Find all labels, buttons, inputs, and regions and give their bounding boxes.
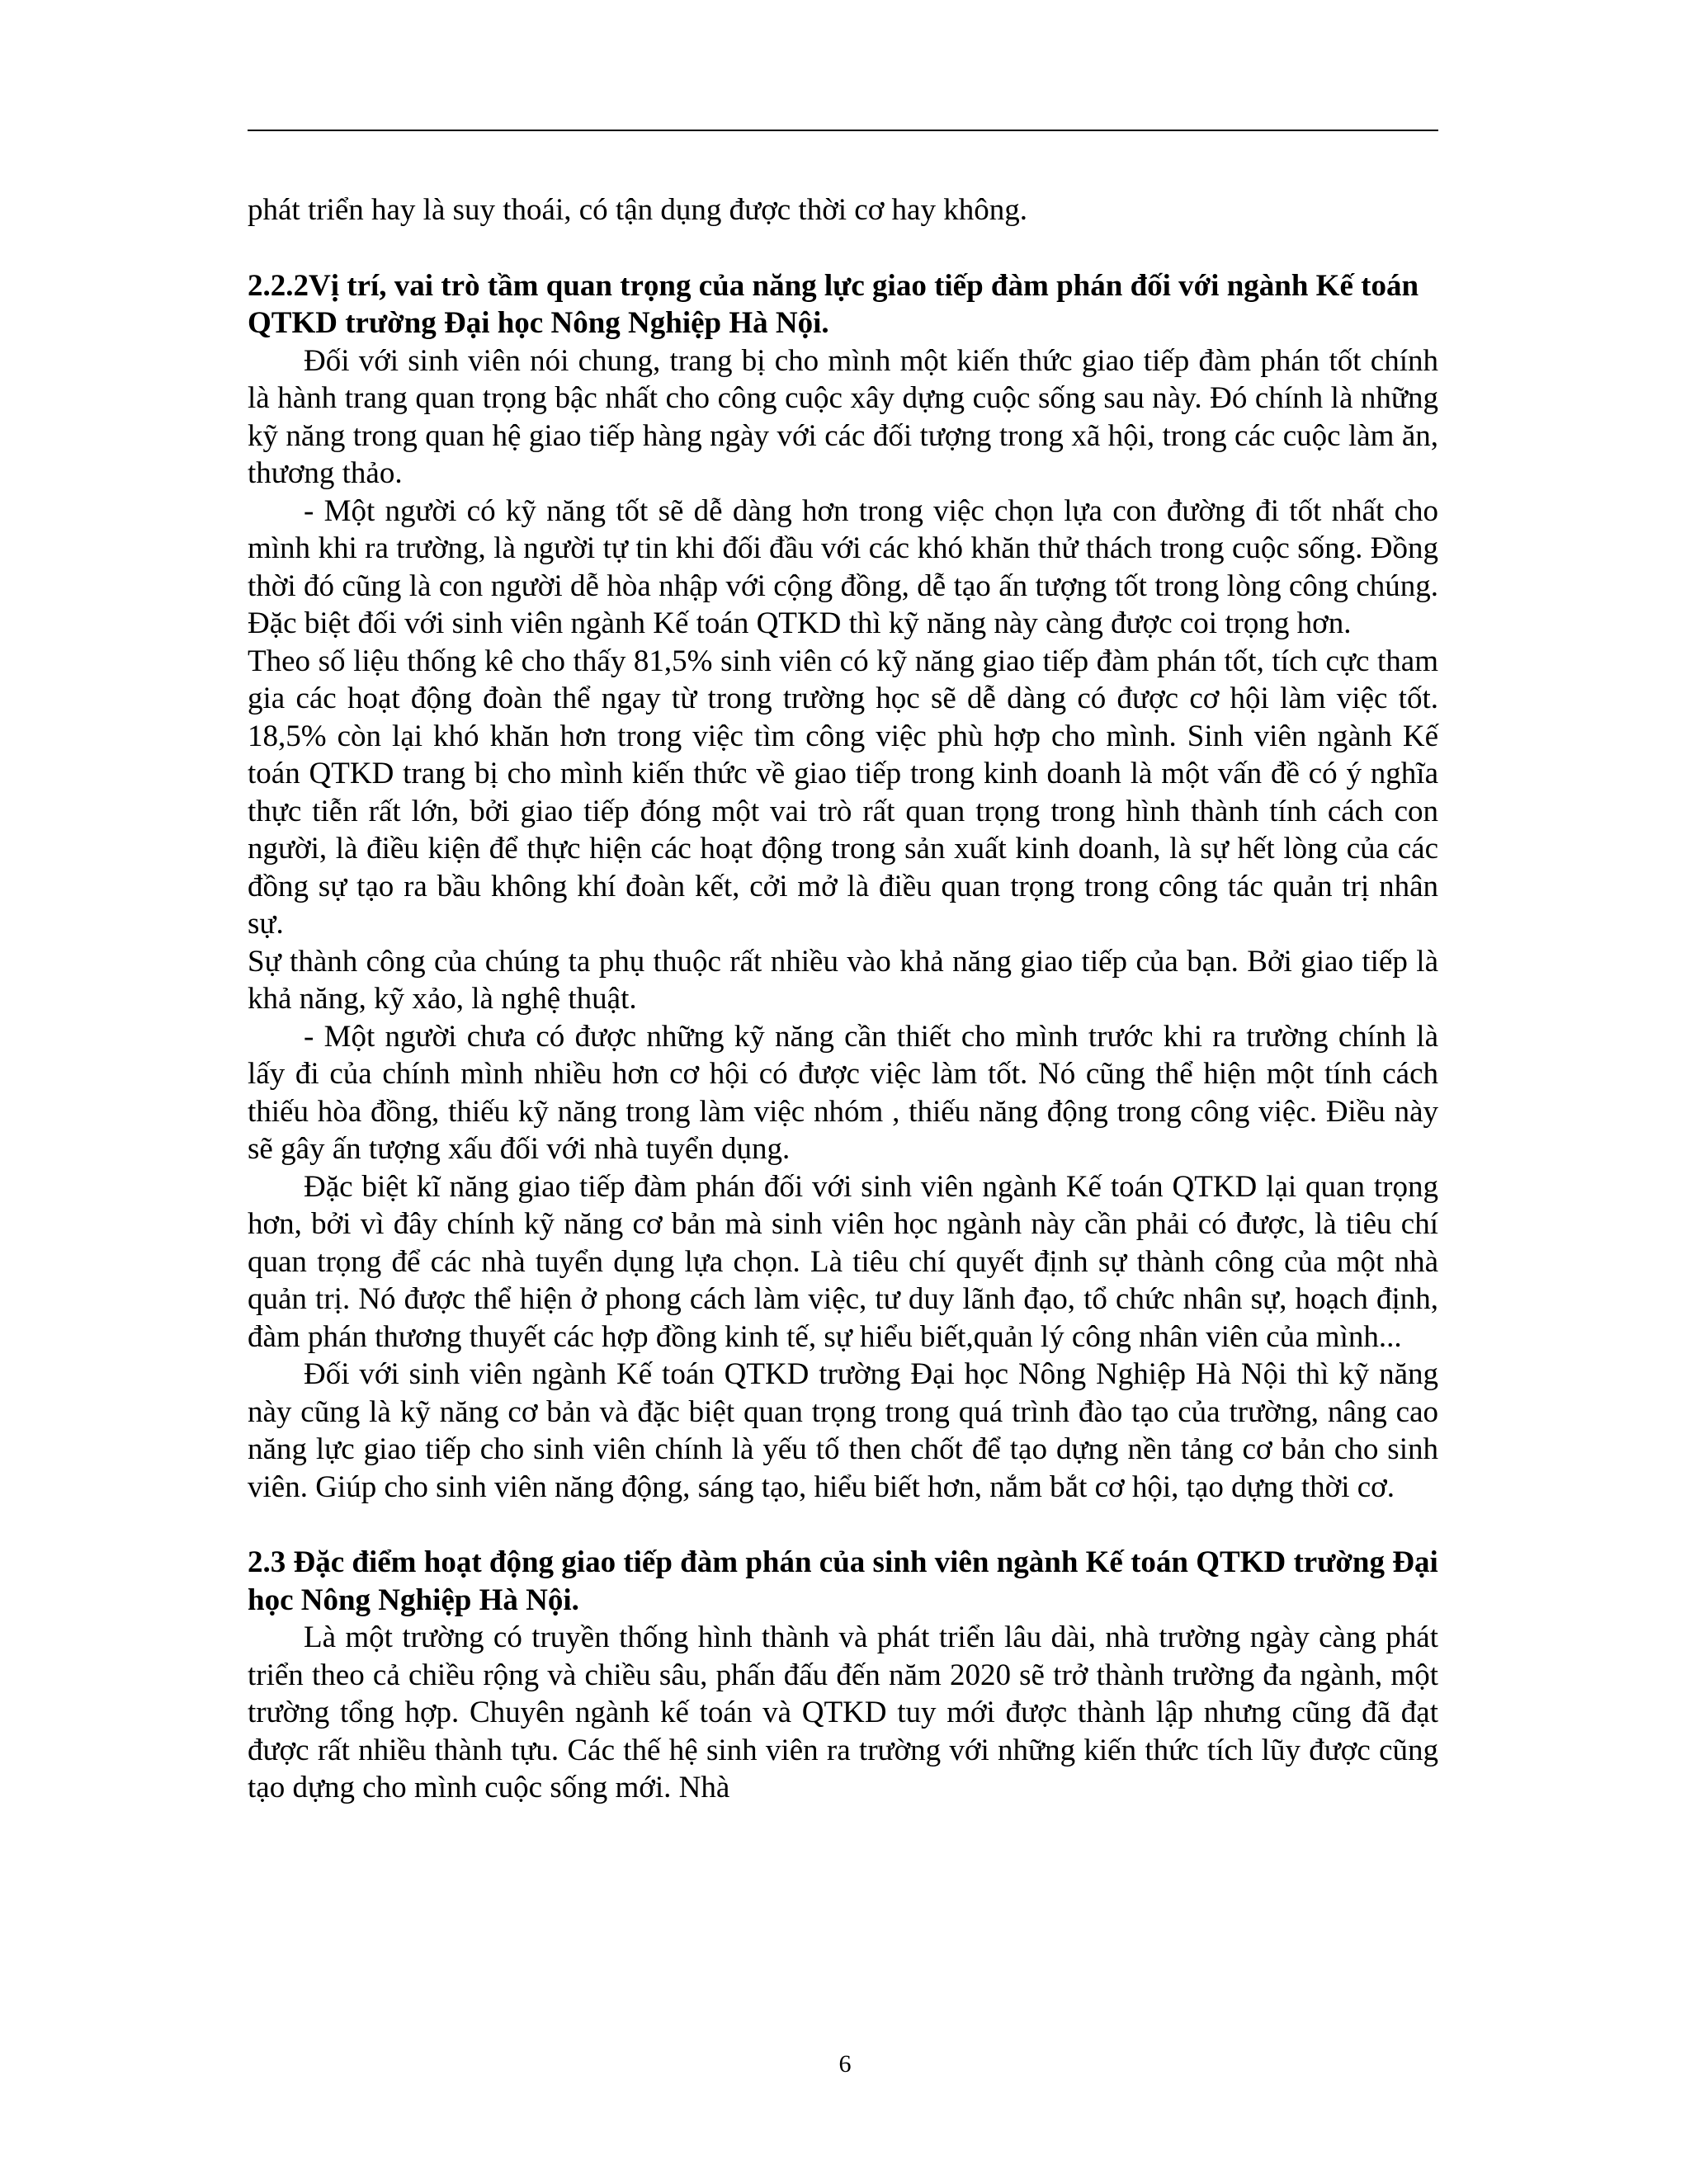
paragraph: - Một người chưa có được những kỹ năng cần thiết cho mình trước khi ra trường chính là lấy đi của chính mình nhiều hơn cơ hội có được việc làm tốt. Nó cũng thể hiện một tính cách thiếu hòa đồng, thiếu kỹ năng trong làm việc nhóm , thiếu năng động trong công việc. Điều này sẽ gây ấn tượng xấu đối với nhà tuyển dụng. <box>248 1019 1438 1166</box>
header-rule <box>248 130 1438 131</box>
paragraph: Sự thành công của chúng ta phụ thuộc rất nhiều vào khả năng giao tiếp của bạn. Bởi giao tiếp là khả năng, kỹ xảo, là nghệ thuật. <box>248 944 1438 1016</box>
paragraph: Theo số liệu thống kê cho thấy 81,5% sinh viên có kỹ năng giao tiếp đàm phán tốt, tích cực tham gia các hoạt động đoàn thể ngay từ trong trường học sẽ dễ dàng có được cơ hội làm việc tốt. 18,5% còn lại khó khăn hơn trong việc tìm công việc phù hợp cho mình. Sinh viên ngành Kế toán QTKD trang bị cho mình kiến thức về giao tiếp trong kinh doanh là một vấn đề có ý nghĩa thực tiễn rất lớn, bởi giao tiếp đóng một vai trò rất quan trọng trong hình thành tính cách con người, là điều kiện để thực hiện các hoạt động trong sản xuất kinh doanh, là sự hết lòng của các đồng sự tạo ra bầu không khí đoàn kết, cởi mở là điều quan trọng trong công tác quản trị nhân sự. <box>248 644 1438 941</box>
section-heading-2-3: 2.3 Đặc điểm hoạt động giao tiếp đàm phán của sinh viên ngành Kế toán QTKD trường Đại học Nông Nghiệp Hà Nội. <box>248 1545 1438 1617</box>
paragraph: Là một trường có truyền thống hình thành và phát triển lâu dài, nhà trường ngày càng phát triển theo cả chiều rộng và chiều sâu, phấn đấu đến năm 2020 sẽ trở thành trường đa ngành, một trường tổng hợp. Chuyên ngành kế toán và QTKD tuy mới được thành lập nhưng cũng đã đạt được rất nhiều thành tựu. Các thế hệ sinh viên ra trường với những kiến thức tích lũy được cũng tạo dựng cho mình cuộc sống mới. Nhà <box>248 1620 1438 1804</box>
paragraph: Đặc biệt kĩ năng giao tiếp đàm phán đối với sinh viên ngành Kế toán QTKD lại quan trọng hơn, bởi vì đây chính kỹ năng cơ bản mà sinh viên học ngành này cần phải có được, là tiêu chí quan trọng để các nhà tuyển dụng lựa chọn. Là tiêu chí quyết định sự thành công của một nhà quản trị. Nó được thể hiện ở phong cách làm việc, tư duy lãnh đạo, tổ chức nhân sự, hoạch định, đàm phán thương thuyết các hợp đồng kinh tế, sự hiểu biết,quản lý công nhân viên của mình... <box>248 1169 1438 1354</box>
section-heading-2-2-2: 2.2.2Vị trí, vai trò tầm quan trọng của năng lực giao tiếp đàm phán đối với ngành Kế toán QTKD trường Đại học Nông Nghiệp Hà Nội. <box>248 268 1419 340</box>
paragraph: Đối với sinh viên nói chung, trang bị cho mình một kiến thức giao tiếp đàm phán tốt chính là hành trang quan trọng bậc nhất cho công cuộc xây dựng cuộc sống sau này. Đó chính là những kỹ năng trong quan hệ giao tiếp hàng ngày với các đối tượng trong xã hội, trong các cuộc làm ăn, thương thảo. <box>248 343 1438 490</box>
page-content <box>248 191 1438 1807</box>
page-number: 6 <box>838 2050 852 2078</box>
paragraph: - Một người có kỹ năng tốt sẽ dễ dàng hơn trong việc chọn lựa con đường đi tốt nhất cho mình khi ra trường, là người tự tin khi đối đầu với các khó khăn thử thách trong cuộc sống. Đồng thời đó cũng là con người dễ hòa nhập với cộng đồng, dễ tạo ấn tượng tốt trong lòng công chúng. Đặc biệt đối với sinh viên ngành Kế toán QTKD thì kỹ năng này càng được coi trọng hơn. <box>248 493 1438 640</box>
intro-paragraph: phát triển hay là suy thoái, có tận dụng được thời cơ hay không. <box>248 193 1027 227</box>
paragraph: Đối với sinh viên ngành Kế toán QTKD trường Đại học Nông Nghiệp Hà Nội thì kỹ năng này cũng là kỹ năng cơ bản và đặc biệt quan trọng trong quá trình đào tạo của trường, nâng cao năng lực giao tiếp cho sinh viên chính là yếu tố then chốt để tạo dựng nền tảng cơ bản cho sinh viên. Giúp cho sinh viên năng động, sáng tạo, hiểu biết hơn, nắm bắt cơ hội, tạo dựng thời cơ. <box>248 1357 1438 1504</box>
